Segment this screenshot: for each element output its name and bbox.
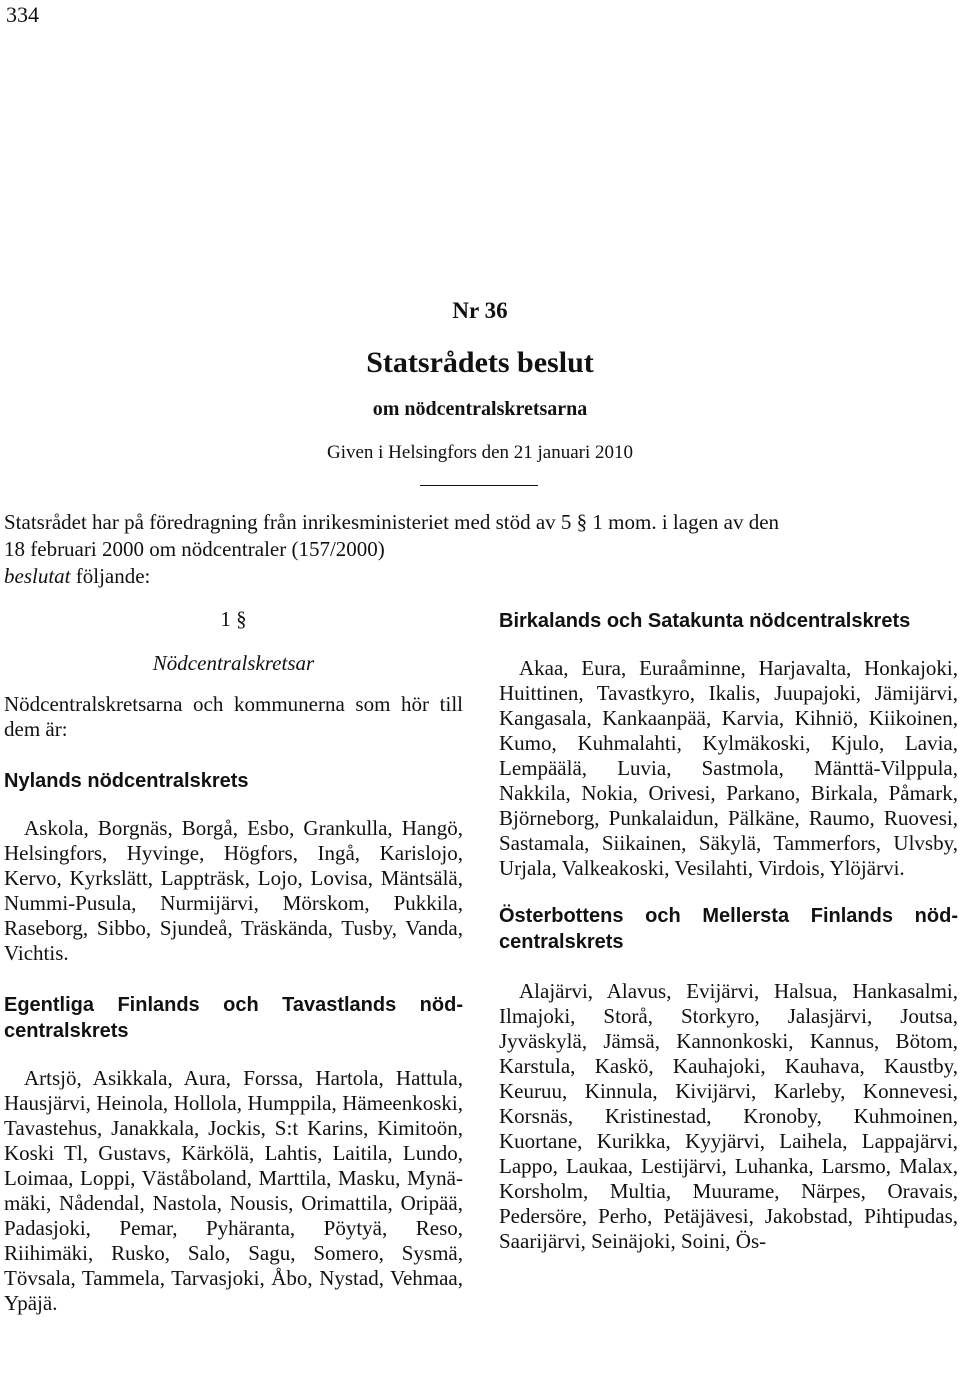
section-sign: 1 § — [220, 607, 247, 631]
preamble-following: följande: — [70, 564, 151, 588]
preamble-decided: beslutat — [4, 564, 71, 588]
preamble-line-2: 18 februari 2000 om nödcentraler (157/2000) — [4, 537, 385, 561]
document-title: Statsrådets beslut — [366, 346, 594, 379]
document-subtitle: om nödcentralskretsarna — [372, 398, 588, 420]
region-heading-osterbotten: Österbottens och Mellersta Finlands nödcentralskrets — [499, 905, 958, 953]
region-municipalities-egentliga-finland: Artsjö, Asikkala, Aura, Forssa, Hartola, Hattula, Hausjärvi, Heinola, Hollola, Humppila, Hämeenkoski, Tavastehus, Janakkala, Jockis, S:t Karins, Kimitoön, Koski Tl, Gustavs, Kärkölä, Lahtis, Laitila, Lundo, Loimaa, Loppi, Väståboland, Marttila, Masku, Mynämäki, Nådendal, Nastola, Nousis, Orimattila, Oripää, Padasjoki, Pemar, Pyhäranta, Pöytyä, Reso, Riihimäki, Rusko, Salo, Sagu, Somero, Sysmä, Tövsala, Tammela, Tarvasjoki, Åbo, Nystad, Vehmaa, Ypäjä. — [4, 1066, 463, 1315]
section-heading: Nödcentralskretsar — [152, 651, 315, 675]
given-date: Given i Helsingfors den 21 januari 2010 — [326, 442, 634, 463]
page-number: 334 — [6, 2, 39, 27]
preamble-line-1: Statsrådet har på föredragning från inrikesministeriet med stöd av 5 § 1 mom. i lagen av den — [4, 510, 780, 534]
statute-number: Nr 36 — [452, 298, 508, 323]
section-intro: Nödcentralskretsarna och kommunerna som hör till dem är: — [4, 692, 463, 741]
left-column — [4, 606, 463, 1316]
region-heading-egentliga-finland: Egentliga Finlands och Tavastlands nödcentralskrets — [4, 994, 463, 1042]
region-municipalities-nyland: Askola, Borgnäs, Borgå, Esbo, Grankulla, Hangö, Helsingfors, Hyvinge, Högfors, Ingå, Karislojo, Kervo, Kyrkslätt, Lappträsk, Lojo, Lovisa, Mäntsälä, Nummi-Pusula, Nurmijärvi, Mörskom, Pukkila, Raseborg, Sibbo, Sjundeå, Träskända, Tusby, Vanda, Vichtis. — [4, 816, 463, 965]
preamble-line-3 — [4, 563, 956, 590]
region-municipalities-osterbotten: Alajärvi, Alavus, Evijärvi, Halsua, Hankasalmi, Ilmajoki, Storå, Storkyro, Jalasjärvi, Joutsa, Jyväskylä, Jämsä, Kannonkoski, Kannus, Bötom, Karstula, Kaskö, Kauhajoki, Kauhava, Kaustby, Keuruu, Kinnula, Kivijärvi, Karleby, Konnevesi, Korsnäs, Kristinestad, Kronoby, Kuhmoinen, Kuortane, Kurikka, Kyyjärvi, Laihela, Lappajärvi, Lappo, Laukaa, Lestijärvi, Luhanka, Larsmo, Malax, Korsholm, Multia, Muurame, Närpes, Oravais, Pedersöre, Perho, Petäjävesi, Jakobstad, Pihtipudas, Saarijärvi, Seinäjoki, Soini, Ös- — [499, 979, 958, 1253]
preamble — [4, 509, 956, 590]
title-divider — [420, 485, 538, 486]
right-column — [499, 608, 958, 1254]
region-heading-nyland: Nylands nödcentralskrets — [4, 770, 249, 792]
region-municipalities-birkaland: Akaa, Eura, Euraåminne, Harjavalta, Honkajoki, Huittinen, Tavastkyro, Ikalis, Juupajoki, Jämijärvi, Kangasala, Kankaanpää, Karvia, Kihniö, Kiikoinen, Kumo, Kuhmalahti, Kylmäkoski, Kjulo, Lavia, Lempäälä, Luvia, Sastmola, Mänttä-Vilppula, Nakkila, Nokia, Orivesi, Parkano, Birkala, Påmark, Björneborg, Punkalaidun, Pälkäne, Raumo, Ruovesi, Sastamala, Siikainen, Säkylä, Tammerfors, Ulvsby, Urjala, Valkeakoski, Vesilahti, Virdois, Ylöjärvi. — [499, 656, 958, 880]
region-heading-birkaland: Birkalands och Satakunta nödcentralskrets — [499, 610, 911, 632]
